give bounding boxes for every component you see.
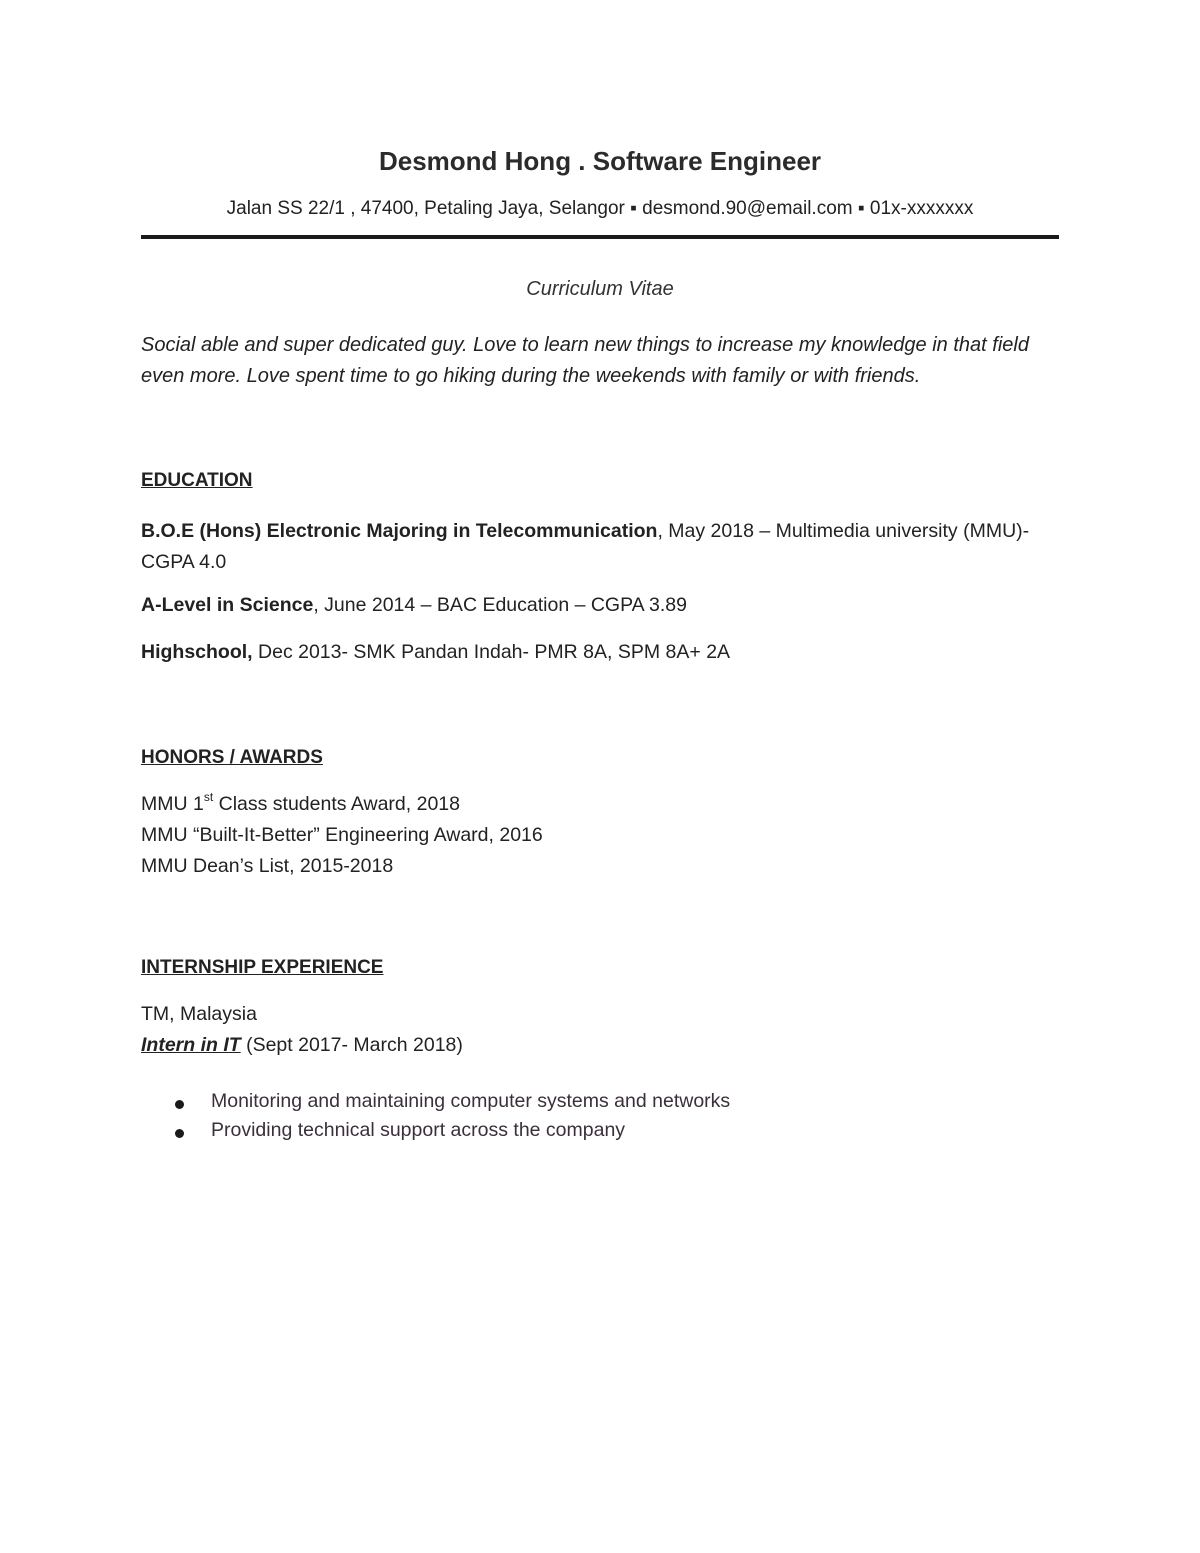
internship-duties-list <box>141 1090 730 1148</box>
education-item <box>141 590 1061 621</box>
contact-line: Jalan SS 22/1 , 47400, Petaling Jaya, Selangor ▪ desmond.90@email.com ▪ 01x-xxxxxxx <box>226 198 974 219</box>
education-degree: Highschool, <box>141 641 253 663</box>
page-title: Desmond Hong . Software Engineer <box>378 146 822 176</box>
education-detail: Dec 2013- SMK Pandan Indah- PMR 8A, SPM 8A+ 2A <box>252 641 731 663</box>
header-divider <box>141 235 1059 239</box>
list-item <box>141 1119 730 1148</box>
education-degree: B.O.E (Hons) Electronic Majoring in Telecommunication <box>141 520 658 542</box>
education-detail: , May 2018 – Multimedia university (MMU)-CGPA 4.0 <box>141 520 1030 573</box>
awards-heading: HONORS / AWARDS <box>141 747 323 768</box>
bullet-icon <box>175 1100 184 1109</box>
award-text: MMU 1 <box>141 793 204 815</box>
award-text: Class students Award, 2018 <box>213 793 460 815</box>
internship-heading: INTERNSHIP EXPERIENCE <box>141 957 384 978</box>
summary-paragraph: Social able and super dedicated guy. Love to learn new things to increase my knowledge in that field even more. Love spent time to go hiking during the weekends with family or with friends. <box>141 334 1029 387</box>
education-heading: EDUCATION <box>141 470 253 491</box>
education-item <box>141 637 1061 668</box>
award-item: MMU “Built-It-Better” Engineering Award, 2016 <box>141 824 543 846</box>
award-superscript: st <box>203 790 214 804</box>
award-item: MMU Dean’s List, 2015-2018 <box>141 855 394 877</box>
duty-text: Providing technical support across the company <box>211 1119 626 1141</box>
list-item <box>141 1090 730 1119</box>
bullet-icon <box>175 1129 184 1138</box>
internship-role: Intern in IT <box>141 1034 241 1056</box>
education-item <box>141 516 1061 578</box>
internship-period: (Sept 2017- March 2018) <box>240 1034 463 1056</box>
award-item <box>141 790 460 816</box>
duty-text: Monitoring and maintaining computer systems and networks <box>211 1090 731 1112</box>
internship-role-line <box>141 1034 463 1057</box>
education-degree: A-Level in Science <box>141 594 314 616</box>
internship-company: TM, Malaysia <box>141 1003 257 1025</box>
cv-label: Curriculum Vitae <box>526 278 674 300</box>
education-detail: , June 2014 – BAC Education – CGPA 3.89 <box>313 594 687 616</box>
